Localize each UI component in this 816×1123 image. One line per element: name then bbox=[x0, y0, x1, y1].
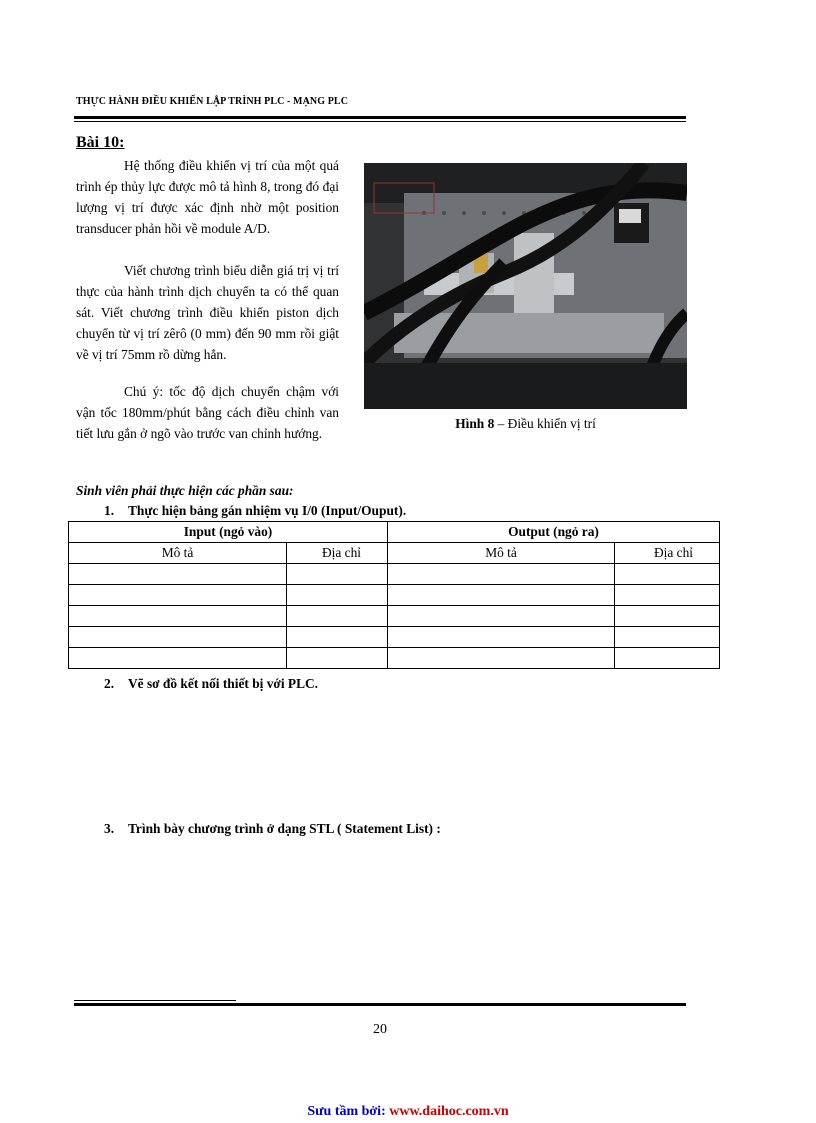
table-cell bbox=[287, 606, 388, 627]
output-address-column: Địa chỉ bbox=[615, 543, 720, 564]
io-assignment-table bbox=[68, 521, 720, 669]
output-header: Output (ngỏ ra) bbox=[388, 522, 720, 543]
table-cell bbox=[388, 648, 615, 669]
task-item-1 bbox=[104, 503, 406, 519]
lesson-paragraph-1 bbox=[76, 155, 339, 239]
page-header-title: THỰC HÀNH ĐIỀU KHIỂN LẬP TRÌNH PLC - MẠNG PLC bbox=[76, 96, 349, 107]
task-item-text: Thực hiện bảng gán nhiệm vụ I/0 (Input/Ouput). bbox=[128, 503, 407, 518]
table-cell bbox=[287, 648, 388, 669]
task-item-2 bbox=[104, 676, 318, 692]
table-cell bbox=[388, 606, 615, 627]
lesson-paragraph-2 bbox=[76, 260, 339, 365]
table-column-row bbox=[69, 543, 720, 564]
footer-rule-thick bbox=[74, 1003, 686, 1006]
input-header: Input (ngỏ vào) bbox=[69, 522, 388, 543]
task-item-number: 3. bbox=[104, 821, 115, 836]
table-cell bbox=[615, 564, 720, 585]
lesson-paragraph-2-text: Viết chương trình biểu diễn giá trị vị trí thực của hành trình dịch chuyển ta có thể quan sát. Viết chương trình điều khiển piston dịch chuyển từ vị trí zêrô (0 mm) đến 90 mm rồi giật về vị trí 75mm rồ dừng hẳn. bbox=[76, 263, 339, 362]
table-cell bbox=[615, 585, 720, 606]
input-description-column: Mô tả bbox=[69, 543, 287, 564]
table-cell bbox=[287, 627, 388, 648]
footer-rule-thin bbox=[74, 1000, 236, 1001]
hydraulic-rig-illustration bbox=[364, 163, 687, 409]
table-cell bbox=[69, 648, 287, 669]
task-item-text: Vẽ sơ đồ kết nối thiết bị với PLC. bbox=[128, 676, 319, 691]
header-rule-thick bbox=[74, 116, 686, 119]
task-item-number: 1. bbox=[104, 503, 115, 518]
source-credit bbox=[0, 1104, 816, 1120]
table-row bbox=[69, 606, 720, 627]
credit-label: Sưu tầm bởi: bbox=[307, 1104, 390, 1119]
table-row bbox=[69, 564, 720, 585]
header-rule-thin bbox=[74, 121, 686, 122]
lesson-paragraph-1-text: Hệ thống điều khiển vị trí của một quá trình ép thủy lực được mô tả hình 8, trong đó đại lượng vị trí được xác định nhờ một position transducer phản hồi về module A/D. bbox=[76, 158, 339, 236]
table-cell bbox=[388, 564, 615, 585]
lesson-paragraph-3 bbox=[76, 381, 339, 444]
output-description-column: Mô tả bbox=[388, 543, 615, 564]
table-header-row bbox=[69, 522, 720, 543]
table-cell bbox=[69, 606, 287, 627]
table-row bbox=[69, 585, 720, 606]
page-number: 20 bbox=[373, 1022, 387, 1037]
table-cell bbox=[287, 585, 388, 606]
figure-8-caption bbox=[364, 416, 687, 432]
task-item-text: Trình bày chương trình ở dạng STL ( Statement List) : bbox=[128, 821, 441, 836]
task-item-3 bbox=[104, 821, 441, 837]
table-cell bbox=[615, 648, 720, 669]
table-cell bbox=[388, 627, 615, 648]
lesson-title: Bài 10: bbox=[76, 134, 125, 151]
table-cell bbox=[287, 564, 388, 585]
table-cell bbox=[615, 606, 720, 627]
tasks-heading: Sinh viên phải thực hiện các phần sau: bbox=[76, 483, 294, 498]
figure-8-photo bbox=[364, 163, 687, 409]
table-cell bbox=[69, 585, 287, 606]
task-item-number: 2. bbox=[104, 676, 115, 691]
input-address-column: Địa chỉ bbox=[287, 543, 388, 564]
table-cell bbox=[69, 564, 287, 585]
table-cell bbox=[69, 627, 287, 648]
table-row bbox=[69, 648, 720, 669]
figure-caption-text: – Điều khiển vị trí bbox=[494, 416, 596, 431]
table-row bbox=[69, 627, 720, 648]
figure-caption-label: Hình 8 bbox=[455, 416, 495, 431]
table-cell bbox=[615, 627, 720, 648]
lesson-paragraph-3-text: Chú ý: tốc độ dịch chuyển chậm với vận tốc 180mm/phút bằng cách điều chỉnh van tiết lưu gắn ở ngõ vào trước van chỉnh hướng. bbox=[76, 384, 339, 441]
table-cell bbox=[388, 585, 615, 606]
credit-link[interactable]: www.daihoc.com.vn bbox=[389, 1104, 509, 1119]
